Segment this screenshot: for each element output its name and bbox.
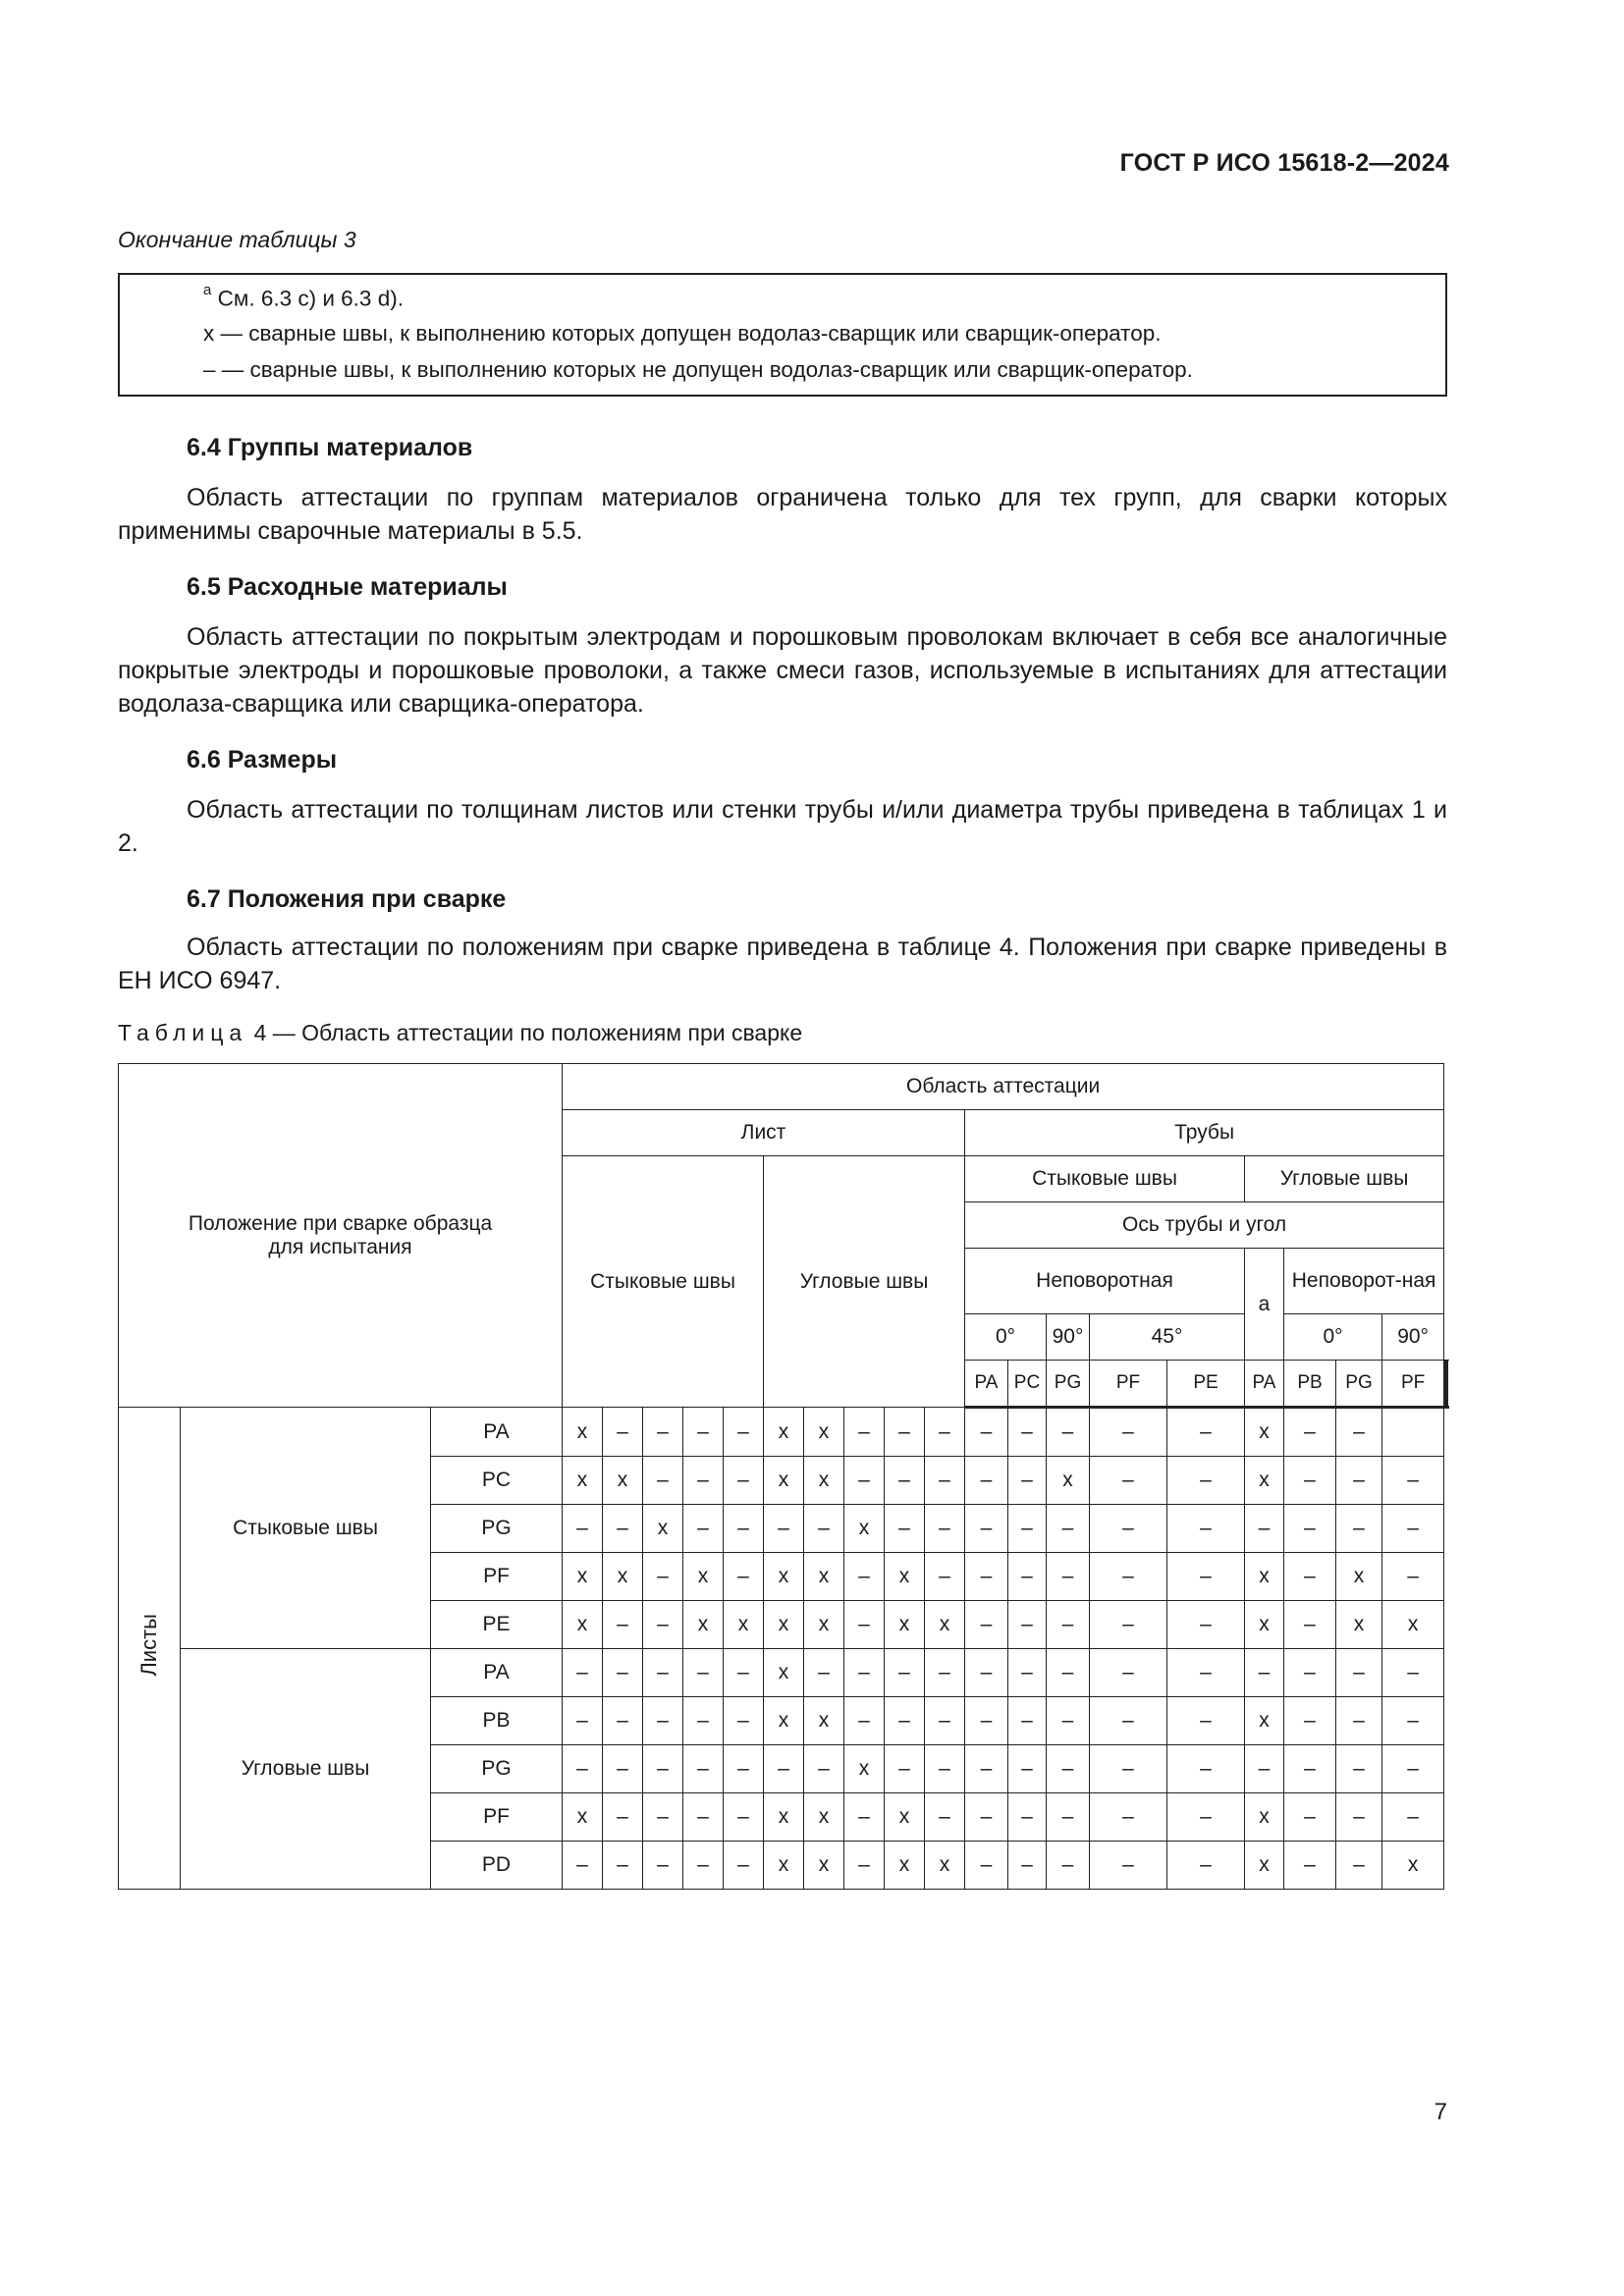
- cell-mark: x: [764, 1601, 804, 1649]
- row-position: PA: [431, 1649, 563, 1697]
- cell-mark: x: [844, 1745, 885, 1793]
- cell-mark: –: [1284, 1745, 1336, 1793]
- cell-mark: –: [1090, 1842, 1167, 1890]
- cell-mark: –: [844, 1553, 885, 1601]
- cell-mark: –: [1008, 1457, 1047, 1505]
- cell-mark: –: [1382, 1649, 1444, 1697]
- cell-mark: –: [1336, 1745, 1382, 1793]
- cell-mark: –: [1008, 1601, 1047, 1649]
- header-footnote-a: a: [1245, 1249, 1284, 1361]
- cell-mark: –: [1008, 1649, 1047, 1697]
- cell-mark: –: [1284, 1457, 1336, 1505]
- cell-mark: –: [724, 1649, 764, 1697]
- cell-mark: x: [1382, 1842, 1444, 1890]
- cell-mark: –: [925, 1793, 965, 1842]
- cell-mark: x: [804, 1793, 844, 1842]
- cell-mark: x: [1047, 1457, 1090, 1505]
- cell-mark: –: [1090, 1505, 1167, 1553]
- cell-mark: –: [1090, 1697, 1167, 1745]
- cell-mark: –: [885, 1408, 925, 1457]
- header-nonrotating-2: Неповорот-ная: [1284, 1249, 1444, 1314]
- cell-mark: –: [965, 1745, 1008, 1793]
- cell-mark: –: [724, 1793, 764, 1842]
- header-0deg: 0°: [965, 1314, 1047, 1361]
- cell-mark: –: [844, 1649, 885, 1697]
- cell-mark: –: [1047, 1697, 1090, 1745]
- header-sheet: Лист: [563, 1110, 965, 1156]
- cell-mark: –: [1008, 1842, 1047, 1890]
- section-text-6-6: Область аттестации по толщинам листов или стенки трубы и/или диаметра трубы приведена в таблицах 1 и 2.: [118, 796, 1447, 857]
- note-x: x — сварные швы, к выполнению которых допущен водолаз-сварщик или сварщик-оператор.: [203, 321, 1162, 346]
- cell-mark: x: [1245, 1601, 1284, 1649]
- row-position: PF: [431, 1553, 563, 1601]
- cell-mark: –: [683, 1842, 724, 1890]
- section-text-6-7: Область аттестации по положениям при сварке приведена в таблице 4. Положения при сварке приведены в ЕН ИСО 6947.: [118, 934, 1447, 994]
- cell-mark: –: [844, 1408, 885, 1457]
- cell-mark: –: [764, 1745, 804, 1793]
- cell-mark: –: [563, 1505, 603, 1553]
- cell-mark: x: [764, 1793, 804, 1842]
- cell-mark: –: [1167, 1408, 1245, 1457]
- cell-mark: x: [804, 1457, 844, 1505]
- cell-mark: –: [925, 1745, 965, 1793]
- cell-mark: –: [1167, 1553, 1245, 1601]
- cell-mark: –: [1382, 1697, 1444, 1745]
- row-position: PB: [431, 1697, 563, 1745]
- cell-mark: –: [965, 1553, 1008, 1601]
- cell-mark: –: [1090, 1745, 1167, 1793]
- cell-mark: –: [1245, 1649, 1284, 1697]
- cell-mark: –: [1336, 1697, 1382, 1745]
- cell-mark: –: [1284, 1697, 1336, 1745]
- col-header: PE: [1167, 1361, 1245, 1408]
- cell-mark: –: [1336, 1505, 1382, 1553]
- cell-mark: –: [1336, 1649, 1382, 1697]
- cell-mark: x: [643, 1505, 683, 1553]
- section-text-6-5: Область аттестации по покрытым электродам и порошковым проволокам включает в себя все аналогичные покрытые электроды и порошковые проволоки, а также смеси газов, используемые в испытаниях для аттестации водолаза-сварщика или сварщика-оператора.: [118, 623, 1447, 718]
- cell-mark: –: [643, 1601, 683, 1649]
- cell-mark: –: [804, 1505, 844, 1553]
- cell-mark: –: [683, 1745, 724, 1793]
- cell-mark: –: [603, 1842, 643, 1890]
- cell-mark: –: [724, 1697, 764, 1745]
- cell-mark: –: [643, 1408, 683, 1457]
- cell-mark: x: [1245, 1553, 1284, 1601]
- cell-mark: –: [844, 1697, 885, 1745]
- footnote-a-mark: a: [203, 282, 212, 298]
- cell-mark: –: [643, 1745, 683, 1793]
- cell-mark: –: [1047, 1745, 1090, 1793]
- cell-mark: –: [965, 1649, 1008, 1697]
- cell-mark: –: [804, 1745, 844, 1793]
- table-row: [119, 1649, 1448, 1697]
- col-header: PG: [1047, 1361, 1090, 1408]
- cell-mark: –: [724, 1553, 764, 1601]
- cell-mark: –: [1167, 1745, 1245, 1793]
- continuation-caption: Окончание таблицы 3: [118, 227, 356, 252]
- cell-mark: –: [1090, 1457, 1167, 1505]
- header-sheet-fillet: Угловые швы: [764, 1156, 965, 1408]
- table-caption: Таблица 4 — Область аттестации по положениям при сварке: [118, 1020, 803, 1045]
- cell-mark: –: [724, 1408, 764, 1457]
- col-header: PF: [1382, 1361, 1444, 1408]
- cell-mark: –: [844, 1601, 885, 1649]
- cell-mark: x: [764, 1842, 804, 1890]
- cell-mark: –: [1047, 1842, 1090, 1890]
- cell-mark: [1382, 1408, 1444, 1457]
- cell-mark: x: [764, 1553, 804, 1601]
- cell-mark: x: [1245, 1842, 1284, 1890]
- row-position: PD: [431, 1842, 563, 1890]
- cell-mark: –: [603, 1505, 643, 1553]
- cell-mark: –: [965, 1842, 1008, 1890]
- cell-mark: –: [1245, 1745, 1284, 1793]
- cell-mark: –: [1245, 1505, 1284, 1553]
- cell-mark: x: [724, 1601, 764, 1649]
- cell-mark: –: [724, 1842, 764, 1890]
- cell-mark: –: [1047, 1793, 1090, 1842]
- cell-mark: x: [764, 1457, 804, 1505]
- cell-mark: x: [885, 1553, 925, 1601]
- col-header: PB: [1284, 1361, 1336, 1408]
- cell-mark: –: [603, 1793, 643, 1842]
- cell-mark: –: [1336, 1793, 1382, 1842]
- cell-mark: –: [724, 1505, 764, 1553]
- header-90deg: 90°: [1047, 1314, 1090, 1361]
- header-sheet-butt: Стыковые швы: [563, 1156, 764, 1408]
- cell-mark: –: [1382, 1745, 1444, 1793]
- cell-mark: –: [683, 1408, 724, 1457]
- header-nonrotating: Неповоротная: [965, 1249, 1245, 1314]
- cell-mark: –: [643, 1649, 683, 1697]
- cell-mark: –: [925, 1553, 965, 1601]
- section-heading-6-4: 6.4 Группы материалов: [187, 434, 473, 461]
- row-position: PG: [431, 1745, 563, 1793]
- document-id: ГОСТ Р ИСО 15618-2—2024: [1119, 149, 1449, 177]
- row-position: PG: [431, 1505, 563, 1553]
- cell-mark: –: [563, 1649, 603, 1697]
- cell-mark: –: [643, 1842, 683, 1890]
- cell-mark: –: [844, 1793, 885, 1842]
- cell-mark: x: [925, 1601, 965, 1649]
- cell-mark: x: [885, 1793, 925, 1842]
- cell-mark: –: [683, 1649, 724, 1697]
- cell-mark: –: [885, 1745, 925, 1793]
- cell-mark: x: [1382, 1601, 1444, 1649]
- header-scope: Область аттестации: [563, 1064, 1444, 1110]
- cell-mark: –: [1090, 1793, 1167, 1842]
- cell-mark: –: [1284, 1842, 1336, 1890]
- cell-mark: –: [603, 1649, 643, 1697]
- header-pipe-butt: Стыковые швы: [965, 1156, 1245, 1202]
- cell-mark: –: [885, 1505, 925, 1553]
- header-pipe-fillet: Угловые швы: [1245, 1156, 1444, 1202]
- cell-mark: –: [844, 1457, 885, 1505]
- cell-mark: x: [925, 1842, 965, 1890]
- cell-mark: –: [885, 1649, 925, 1697]
- footnote-a: $^a$ См. 6.3 c) и 6.3 d).: [203, 282, 404, 311]
- cell-mark: –: [885, 1457, 925, 1505]
- cell-mark: –: [643, 1553, 683, 1601]
- cell-mark: x: [563, 1553, 603, 1601]
- cell-mark: –: [683, 1793, 724, 1842]
- cell-mark: –: [885, 1697, 925, 1745]
- col-header: PF: [1090, 1361, 1167, 1408]
- cell-mark: –: [603, 1601, 643, 1649]
- cell-mark: –: [1167, 1505, 1245, 1553]
- cell-mark: –: [764, 1505, 804, 1553]
- cell-mark: –: [1008, 1745, 1047, 1793]
- cell-mark: –: [1284, 1553, 1336, 1601]
- subgroup-fillet-welds: Угловые швы: [181, 1649, 431, 1890]
- cell-mark: –: [1047, 1505, 1090, 1553]
- cell-mark: –: [1047, 1601, 1090, 1649]
- row-position: PA: [431, 1408, 563, 1457]
- cell-mark: x: [804, 1697, 844, 1745]
- cell-mark: –: [1284, 1793, 1336, 1842]
- cell-mark: –: [643, 1457, 683, 1505]
- cell-mark: x: [683, 1553, 724, 1601]
- cell-mark: x: [1245, 1793, 1284, 1842]
- section-heading-6-7: 6.7 Положения при сварке: [187, 885, 507, 913]
- cell-mark: –: [563, 1842, 603, 1890]
- col-header: PC: [1008, 1361, 1047, 1408]
- cell-mark: –: [1382, 1457, 1444, 1505]
- cell-mark: –: [1336, 1408, 1382, 1457]
- cell-mark: –: [1336, 1842, 1382, 1890]
- cell-mark: x: [1245, 1457, 1284, 1505]
- cell-mark: –: [1284, 1601, 1336, 1649]
- cell-mark: –: [925, 1697, 965, 1745]
- cell-mark: –: [965, 1457, 1008, 1505]
- note-dash: – — сварные швы, к выполнению которых не допущен водолаз-сварщик или сварщик-оператор.: [203, 357, 1193, 382]
- cell-mark: –: [1090, 1601, 1167, 1649]
- cell-mark: x: [603, 1457, 643, 1505]
- cell-mark: x: [1336, 1553, 1382, 1601]
- cell-mark: x: [764, 1408, 804, 1457]
- cell-mark: –: [925, 1649, 965, 1697]
- cell-mark: –: [925, 1457, 965, 1505]
- cell-mark: –: [1008, 1697, 1047, 1745]
- cell-mark: –: [1382, 1505, 1444, 1553]
- row-position: PC: [431, 1457, 563, 1505]
- table-row: [119, 1408, 1448, 1457]
- cell-mark: –: [925, 1408, 965, 1457]
- cell-mark: –: [563, 1697, 603, 1745]
- row-position: PE: [431, 1601, 563, 1649]
- cell-mark: –: [643, 1793, 683, 1842]
- header-axis: Ось трубы и угол: [965, 1202, 1444, 1249]
- cell-mark: x: [1336, 1601, 1382, 1649]
- cell-mark: x: [603, 1553, 643, 1601]
- cell-mark: –: [603, 1697, 643, 1745]
- cell-mark: –: [804, 1649, 844, 1697]
- cell-mark: –: [603, 1745, 643, 1793]
- cell-mark: x: [885, 1842, 925, 1890]
- cell-mark: –: [1167, 1601, 1245, 1649]
- col-header: PA: [1245, 1361, 1284, 1408]
- cell-mark: –: [1284, 1649, 1336, 1697]
- cell-mark: x: [764, 1697, 804, 1745]
- header-90deg-b: 90°: [1382, 1314, 1444, 1361]
- cell-mark: –: [965, 1505, 1008, 1553]
- cell-mark: –: [724, 1457, 764, 1505]
- cell-mark: –: [1336, 1457, 1382, 1505]
- col-header: PA: [965, 1361, 1008, 1408]
- cell-mark: x: [764, 1649, 804, 1697]
- positions-table: [118, 1063, 1448, 1890]
- cell-mark: –: [1090, 1408, 1167, 1457]
- section-heading-6-6: 6.6 Размеры: [187, 746, 338, 774]
- cell-mark: –: [965, 1408, 1008, 1457]
- cell-mark: –: [925, 1505, 965, 1553]
- cell-mark: –: [563, 1745, 603, 1793]
- cell-mark: x: [1245, 1697, 1284, 1745]
- section-heading-6-5: 6.5 Расходные материалы: [187, 573, 508, 601]
- cell-mark: –: [1284, 1408, 1336, 1457]
- col-header: PG: [1336, 1361, 1382, 1408]
- cell-mark: –: [683, 1697, 724, 1745]
- cell-mark: –: [1008, 1793, 1047, 1842]
- cell-mark: –: [1284, 1505, 1336, 1553]
- section-text-6-4: Область аттестации по группам материалов ограничена только для тех групп, для сварки которых применимы сварочные материалы в 5.5.: [118, 484, 1447, 545]
- notes-box: [118, 273, 1447, 397]
- cell-mark: –: [643, 1697, 683, 1745]
- cell-mark: –: [683, 1457, 724, 1505]
- header-45deg: 45°: [1090, 1314, 1245, 1361]
- group-sheets: Листы: [119, 1408, 181, 1890]
- cell-mark: –: [1167, 1697, 1245, 1745]
- cell-mark: –: [1047, 1408, 1090, 1457]
- cell-mark: –: [1090, 1649, 1167, 1697]
- cell-mark: –: [1008, 1553, 1047, 1601]
- cell-mark: x: [563, 1793, 603, 1842]
- cell-mark: x: [804, 1601, 844, 1649]
- cell-mark: –: [683, 1505, 724, 1553]
- cell-mark: –: [844, 1842, 885, 1890]
- cell-mark: –: [1008, 1505, 1047, 1553]
- cell-mark: –: [1167, 1842, 1245, 1890]
- cell-mark: –: [1167, 1457, 1245, 1505]
- cell-mark: –: [1008, 1408, 1047, 1457]
- cell-mark: x: [563, 1408, 603, 1457]
- cell-mark: –: [1047, 1553, 1090, 1601]
- cell-mark: –: [603, 1408, 643, 1457]
- cell-mark: x: [885, 1601, 925, 1649]
- cell-mark: –: [1090, 1553, 1167, 1601]
- cell-mark: x: [844, 1505, 885, 1553]
- row-position: PF: [431, 1793, 563, 1842]
- cell-mark: x: [563, 1457, 603, 1505]
- cell-mark: x: [563, 1601, 603, 1649]
- cell-mark: –: [965, 1697, 1008, 1745]
- cell-mark: –: [1047, 1649, 1090, 1697]
- cell-mark: –: [724, 1745, 764, 1793]
- cell-mark: x: [683, 1601, 724, 1649]
- cell-mark: –: [1382, 1553, 1444, 1601]
- header-pipes: Трубы: [965, 1110, 1444, 1156]
- cell-mark: –: [1167, 1793, 1245, 1842]
- page-number: 7: [1434, 2099, 1447, 2125]
- cell-mark: x: [804, 1553, 844, 1601]
- cell-mark: x: [1245, 1408, 1284, 1457]
- cell-mark: x: [804, 1408, 844, 1457]
- header-0deg-b: 0°: [1284, 1314, 1382, 1361]
- cell-mark: –: [1167, 1649, 1245, 1697]
- cell-mark: x: [804, 1842, 844, 1890]
- cell-mark: –: [965, 1793, 1008, 1842]
- cell-mark: –: [965, 1601, 1008, 1649]
- subgroup-butt-welds: Стыковые швы: [181, 1408, 431, 1649]
- cell-mark: –: [1382, 1793, 1444, 1842]
- header-test-position: Положение при сварке образца для испытания: [119, 1064, 563, 1408]
